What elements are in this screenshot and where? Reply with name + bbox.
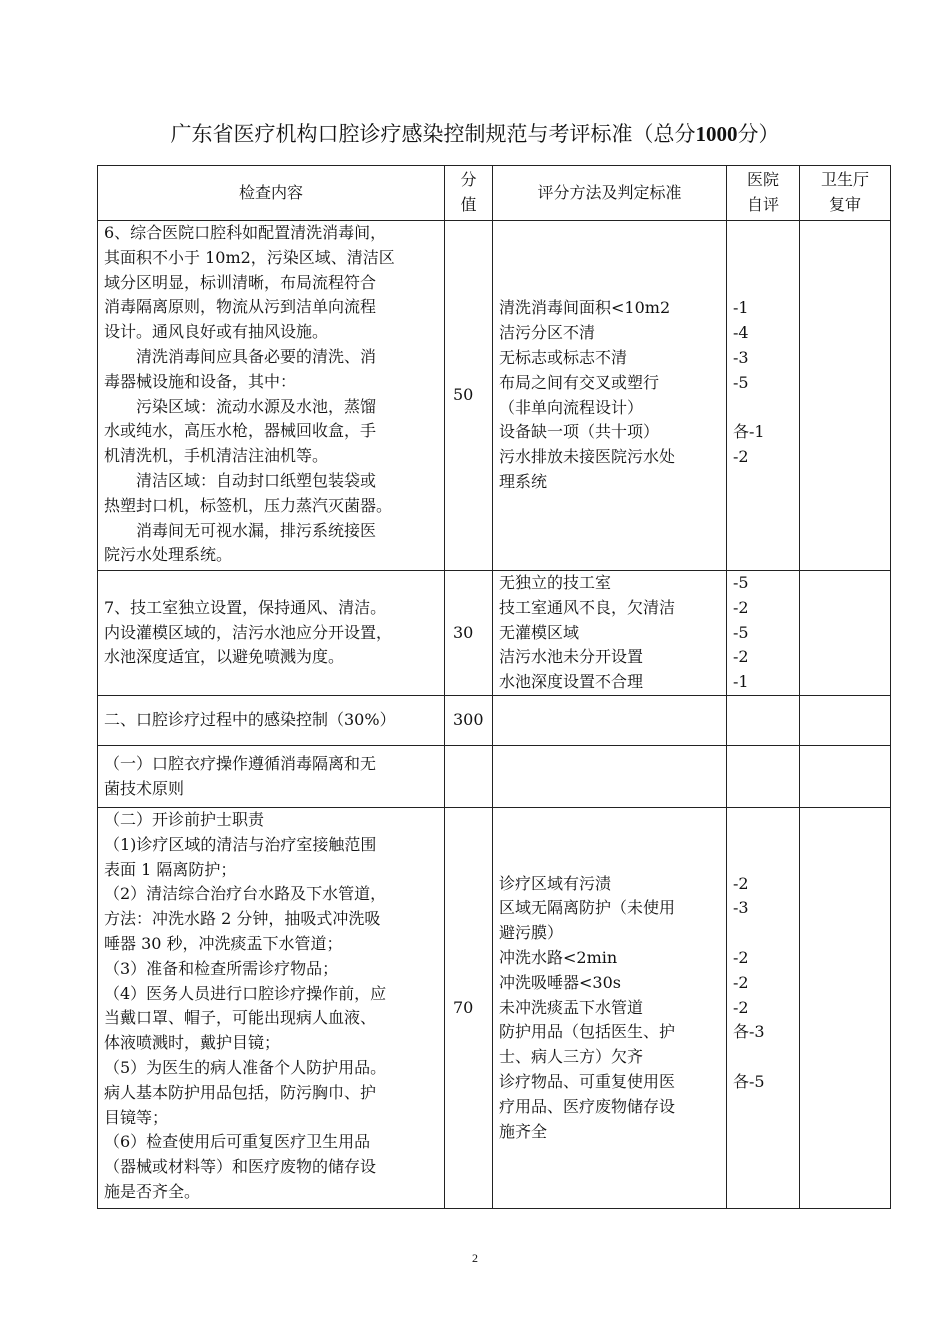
sub-1-self <box>727 746 800 808</box>
sub-1-content: （一）口腔衣疗操作遵循消毒隔离和无 菌技术原则 <box>98 746 445 808</box>
sub-1-score <box>445 746 493 808</box>
table-row <box>98 571 891 696</box>
row-7-content: 7、技工室独立设置，保持通风、清洁。 内设灌模区域的，洁污水池应分开设置， 水池深度适宜，以避免喷溅为度。 <box>98 571 445 696</box>
section-2-review <box>800 696 891 746</box>
sub-1-method <box>493 746 727 808</box>
table-header-row <box>98 166 891 221</box>
sub-2-review <box>800 808 891 1209</box>
table-row <box>98 808 891 1209</box>
sub-1-review <box>800 746 891 808</box>
sub-2-content: （二）开诊前护士职责 （1)诊疗区域的清洁与治疗室接触范围 表面 1 隔离防护； （2）清洁综合治疗台水路及下水管道， 方法：冲洗水路 2 分钟，抽吸式冲洗吸 唾器 30 秒，冲洗痰盂下水管道； （3）准备和检查所需诊疗物品； （4）医务人员进行口腔诊疗操作前，应 当戴口罩、帽子，可能出现病人血液、 体液喷溅时，戴护目镜； （5）为医生的病人准备个人防护用品。 病人基本防护用品包括，防污胸巾、护 目镜等； （6）检查使用后可重复医疗卫生用品 （器械或材料等）和医疗废物的储存设 施是否齐全。 <box>98 808 445 1209</box>
header-method: 评分方法及判定标准 <box>493 166 727 221</box>
table-row <box>98 696 891 746</box>
section-2-self <box>727 696 800 746</box>
table-row <box>98 746 891 808</box>
header-self-eval: 医院 自评 <box>727 166 800 221</box>
row-7-review <box>800 571 891 696</box>
page-number: 2 <box>472 1251 478 1265</box>
row-6-deduct: -1 -4 -3 -5 各-1 -2 <box>727 221 800 571</box>
row-6-review <box>800 221 891 571</box>
sub-2-score: 70 <box>445 808 493 1209</box>
sub-2-deduct: -2 -3 -2 -2 -2 各-3 各-5 <box>727 808 800 1209</box>
title-total: 1000 <box>695 122 738 146</box>
section-2-score: 300 <box>445 696 493 746</box>
row-7-score: 30 <box>445 571 493 696</box>
title-suffix: 分） <box>737 122 780 146</box>
row-6-method: 清洗消毒间面积<10m2 洁污分区不清 无标志或标志不清 布局之间有交叉或塑行 （非单向流程设计） 设备缺一项（共十项） 污水排放未接医院污水处 理系统 <box>493 221 727 571</box>
header-content: 检查内容 <box>98 166 445 221</box>
title-text: 广东省医疗机构口腔诊疗感染控制规范与考评标准（总分 <box>170 122 696 146</box>
section-2-content: 二、口腔诊疗过程中的感染控制（30%） <box>98 696 445 746</box>
criteria-table <box>97 165 891 1209</box>
section-2-method <box>493 696 727 746</box>
row-6-score: 50 <box>445 221 493 571</box>
page-title <box>0 118 950 148</box>
table-row <box>98 221 891 571</box>
header-review: 卫生厅 复审 <box>800 166 891 221</box>
row-7-method: 无独立的技工室 技工室通风不良，欠清洁 无灌模区域 洁污水池未分开设置 水池深度设置不合理 <box>493 571 727 696</box>
sub-2-method: 诊疗区域有污渍 区域无隔离防护（未使用 避污膜） 冲洗水路<2min 冲洗吸唾器<30s 未冲洗痰盂下水管道 防护用品（包括医生、护 士、病人三方）欠齐 诊疗物品、可重复使用医 疗用品、医疗废物储存设 施齐全 <box>493 808 727 1209</box>
row-7-deduct: -5 -2 -5 -2 -1 <box>727 571 800 696</box>
header-score: 分 值 <box>445 166 493 221</box>
row-6-content: 6、综合医院口腔科如配置清洗消毒间， 其面积不小于 10m2，污染区域、清洁区 域分区明显，标训清晰，布局流程符合 消毒隔离原则，物流从污到洁单向流程 设计。通风良好或有抽风设施。 清洗消毒间应具备必要的清洗、消 毒器械设施和设备，其中： 污染区域：流动水源及水池，蒸馏 水或纯水，高压水枪，器械回收盒，手 机清洗机，手机清洁注油机等。 清洁区域：自动封口纸塑包装袋或 热塑封口机，标签机，压力蒸汽灭菌器。 消毒间无可视水漏，排污系统接医 院污水处理系统。 <box>98 221 445 571</box>
